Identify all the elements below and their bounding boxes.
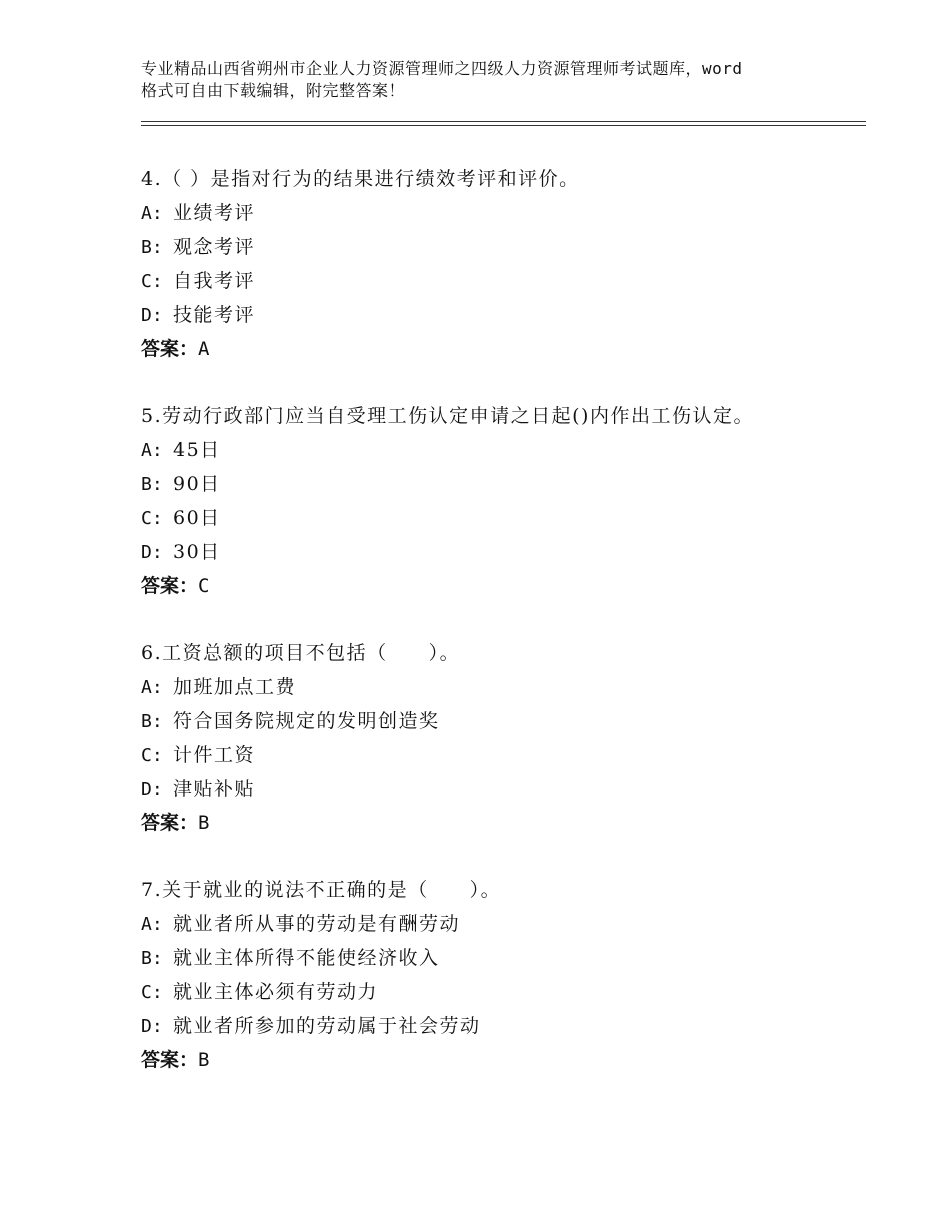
option-text: 观念考评 — [173, 236, 256, 258]
answer-value: B — [198, 1049, 210, 1071]
question-7 — [141, 873, 881, 1077]
answer-value: A — [198, 338, 210, 360]
answer-label: 答案： — [141, 575, 199, 597]
question-stem: 7.关于就业的说法不正确的是（ ）。 — [141, 879, 502, 901]
option-letter: B: — [141, 474, 163, 495]
header-title-line-2: 格式可自由下载编辑，附完整答案！ — [141, 81, 406, 100]
option-c — [141, 975, 881, 1009]
option-b — [141, 230, 881, 264]
option-letter: B: — [141, 711, 163, 732]
option-a — [141, 433, 881, 467]
question-4 — [141, 162, 881, 366]
question-stem: 4.（ ）是指对行为的结果进行绩效考评和评价。 — [141, 168, 580, 190]
option-letter: A: — [141, 677, 163, 698]
option-letter: C: — [141, 271, 163, 292]
question-stem: 6.工资总额的项目不包括（ ）。 — [141, 642, 461, 664]
option-letter: B: — [141, 237, 163, 258]
option-text: 60日 — [173, 507, 221, 529]
option-a — [141, 670, 881, 704]
option-letter: A: — [141, 914, 163, 935]
option-d — [141, 535, 881, 569]
option-letter: A: — [141, 440, 163, 461]
header-divider-second — [141, 125, 866, 126]
answer-line — [141, 1043, 881, 1077]
option-letter: D: — [141, 542, 163, 563]
option-b — [141, 941, 881, 975]
option-letter: D: — [141, 305, 163, 326]
option-text: 计件工资 — [173, 744, 256, 766]
option-d — [141, 1009, 881, 1043]
option-text: 就业者所从事的劳动是有酬劳动 — [173, 913, 461, 935]
answer-value: C — [198, 575, 210, 597]
header-title-line-1: 专业精品山西省朔州市企业人力资源管理师之四级人力资源管理师考试题库，word — [141, 59, 743, 78]
option-b — [141, 704, 881, 738]
question-5 — [141, 399, 881, 603]
option-a — [141, 907, 881, 941]
option-letter: C: — [141, 745, 163, 766]
option-b — [141, 467, 881, 501]
option-text: 45日 — [173, 439, 221, 461]
option-letter: C: — [141, 982, 163, 1003]
option-d — [141, 772, 881, 806]
option-text: 就业主体必须有劳动力 — [173, 981, 379, 1003]
option-text: 就业者所参加的劳动属于社会劳动 — [173, 1015, 481, 1037]
option-d — [141, 298, 881, 332]
answer-line — [141, 806, 881, 840]
option-text: 就业主体所得不能使经济收入 — [173, 947, 440, 969]
answer-line — [141, 332, 881, 366]
option-c — [141, 501, 881, 535]
option-a — [141, 196, 881, 230]
document-header — [141, 58, 841, 102]
option-text: 30日 — [173, 541, 221, 563]
option-text: 加班加点工费 — [173, 676, 297, 698]
question-stem: 5.劳动行政部门应当自受理工伤认定申请之日起()内作出工伤认定。 — [141, 405, 754, 427]
answer-line — [141, 569, 881, 603]
option-c — [141, 738, 881, 772]
option-text: 自我考评 — [173, 270, 256, 292]
option-text: 津贴补贴 — [173, 778, 256, 800]
answer-label: 答案： — [141, 812, 199, 834]
option-c — [141, 264, 881, 298]
option-text: 符合国务院规定的发明创造奖 — [173, 710, 440, 732]
option-letter: C: — [141, 508, 163, 529]
option-letter: A: — [141, 203, 163, 224]
option-letter: D: — [141, 779, 163, 800]
option-text: 业绩考评 — [173, 202, 256, 224]
answer-label: 答案： — [141, 338, 199, 360]
option-letter: D: — [141, 1016, 163, 1037]
answer-value: B — [198, 812, 210, 834]
question-6 — [141, 636, 881, 840]
question-list — [141, 162, 881, 1110]
header-divider — [141, 121, 866, 122]
option-text: 90日 — [173, 473, 221, 495]
option-text: 技能考评 — [173, 304, 256, 326]
answer-label: 答案： — [141, 1049, 199, 1071]
option-letter: B: — [141, 948, 163, 969]
